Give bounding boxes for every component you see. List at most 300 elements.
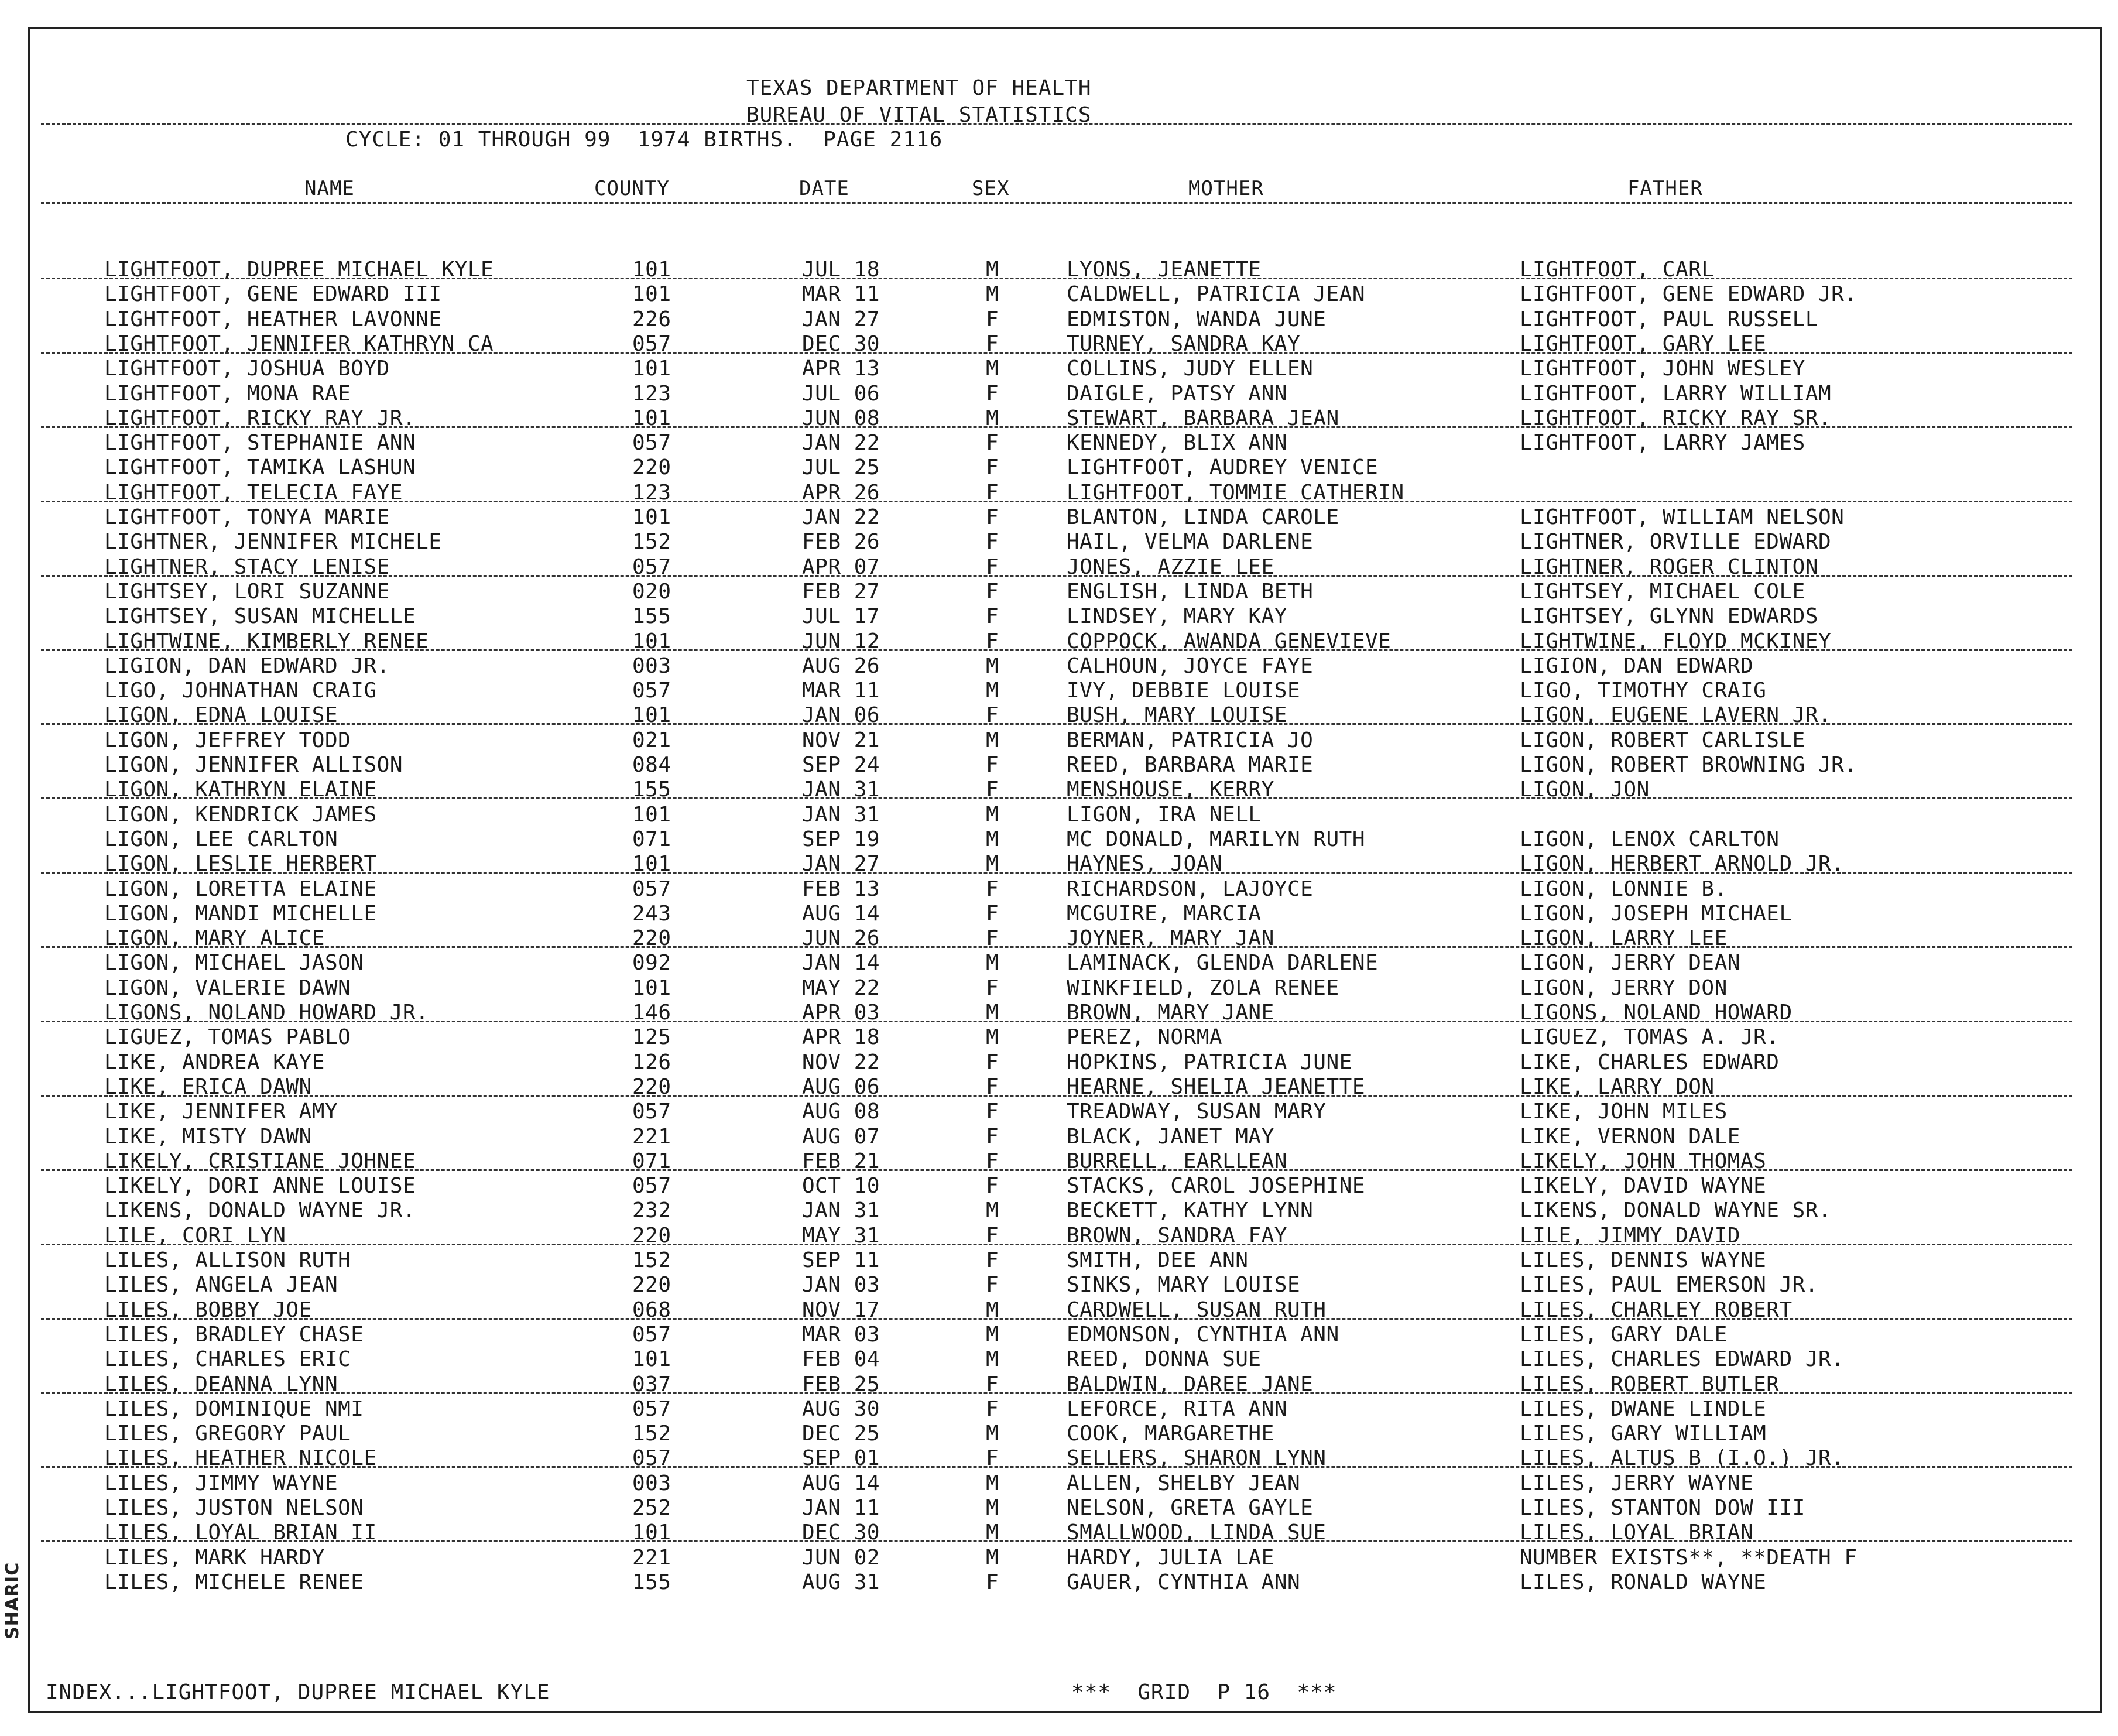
cell-name: LIGHTFOOT, HEATHER LAVONNE (104, 307, 442, 331)
cell-county: 101 (632, 1347, 671, 1372)
cell-county: 101 (632, 505, 671, 529)
cell-date: JUL 17 (802, 604, 880, 629)
cell-sex: F (986, 1248, 999, 1272)
cell-date: MAY 31 (802, 1223, 880, 1248)
cell-father: LILES, GARY WILLIAM (1520, 1422, 1767, 1446)
cell-sex: F (986, 753, 999, 777)
cell-sex: F (986, 480, 999, 505)
cell-mother: LIGHTFOOT, AUDREY VENICE (1067, 456, 1379, 480)
cell-county: 003 (632, 1471, 671, 1495)
cell-date: JUN 26 (802, 926, 880, 951)
cell-father: LIKE, VERNON DALE (1520, 1124, 1740, 1149)
cell-father: LIKE, CHARLES EDWARD (1520, 1050, 1780, 1074)
cell-mother: COPPOCK, AWANDA GENEVIEVE (1067, 629, 1392, 653)
cell-mother: TREADWAY, SUSAN MARY (1067, 1100, 1327, 1124)
cell-date: JUN 12 (802, 629, 880, 653)
cell-date: JAN 27 (802, 852, 880, 876)
cell-father: LILE, JIMMY DAVID (1520, 1223, 1740, 1248)
cell-name: LIGHTSEY, LORI SUZANNE (104, 579, 390, 604)
cell-county: 101 (632, 852, 671, 876)
cell-name: LIKE, JENNIFER AMY (104, 1100, 338, 1124)
cell-father: LIGHTSEY, GLYNN EDWARDS (1520, 604, 1818, 629)
cell-name: LIGHTFOOT, JOSHUA BOYD (104, 357, 390, 381)
cell-sex: F (986, 307, 999, 331)
cell-sex: F (986, 1149, 999, 1173)
cell-mother: SELLERS, SHARON LYNN (1067, 1446, 1327, 1471)
cell-mother: LIGHTFOOT, TOMMIE CATHERIN (1067, 480, 1404, 505)
cell-name: LIGONS, NOLAND HOWARD JR. (104, 1001, 429, 1025)
cell-mother: ALLEN, SHELBY JEAN (1067, 1471, 1301, 1495)
cell-date: DEC 30 (802, 331, 880, 356)
cell-name: LILES, MICHELE RENEE (104, 1570, 364, 1594)
cell-father: LIGON, LENOX CARLTON (1520, 827, 1780, 851)
cell-mother: MENSHOUSE, KERRY (1067, 778, 1274, 802)
cell-name: LIKE, MISTY DAWN (104, 1124, 312, 1149)
cell-name: LIKELY, CRISTIANE JOHNEE (104, 1149, 416, 1173)
cell-name: LIKENS, DONALD WAYNE JR. (104, 1199, 416, 1223)
cell-father: LIGHTFOOT, CARL (1520, 258, 1715, 282)
cell-father: LIKE, JOHN MILES (1520, 1100, 1728, 1124)
cell-sex: F (986, 1174, 999, 1199)
cell-sex: F (986, 554, 999, 579)
cell-father: LIGON, JON (1520, 778, 1650, 802)
cell-date: FEB 27 (802, 579, 880, 604)
cell-county: 146 (632, 1001, 671, 1025)
cell-name: LIGON, KENDRICK JAMES (104, 802, 377, 827)
cell-mother: BURRELL, EARLLEAN (1067, 1149, 1287, 1173)
cell-father: LIGHTFOOT, GARY LEE (1520, 331, 1767, 356)
cell-mother: HOPKINS, PATRICIA JUNE (1067, 1050, 1352, 1074)
cell-county: 220 (632, 456, 671, 480)
cell-sex: M (986, 1471, 999, 1495)
cell-father: LIGON, LARRY LEE (1520, 926, 1728, 951)
cell-county: 021 (632, 728, 671, 752)
cell-date: JAN 31 (802, 802, 880, 827)
cell-county: 084 (632, 753, 671, 777)
cycle-line: CYCLE: 01 THROUGH 99 1974 BIRTHS. PAGE 2116 (345, 128, 943, 152)
cell-sex: M (986, 653, 999, 678)
cell-county: 068 (632, 1297, 671, 1322)
cell-father: LILES, ALTUS B (I.O.) JR. (1520, 1446, 1845, 1471)
cell-mother: LAMINACK, GLENDA DARLENE (1067, 951, 1379, 975)
cell-county: 220 (632, 926, 671, 951)
cell-county: 123 (632, 480, 671, 505)
column-header-date: DATE (799, 177, 849, 200)
cell-name: LILES, GREGORY PAUL (104, 1422, 351, 1446)
cell-date: NOV 17 (802, 1297, 880, 1322)
cell-date: AUG 14 (802, 1471, 880, 1495)
cell-county: 057 (632, 1322, 671, 1347)
cell-father: NUMBER EXISTS**, **DEATH F (1520, 1545, 1857, 1570)
cell-sex: M (986, 1422, 999, 1446)
cell-father: LIGUEZ, TOMAS A. JR. (1520, 1025, 1780, 1050)
cell-date: JAN 31 (802, 1199, 880, 1223)
cell-county: 101 (632, 406, 671, 430)
cell-name: LIGHTNER, JENNIFER MICHELE (104, 530, 442, 554)
cell-county: 226 (632, 307, 671, 331)
cell-mother: STACKS, CAROL JOSEPHINE (1067, 1174, 1365, 1199)
cell-date: SEP 19 (802, 827, 880, 851)
cell-sex: F (986, 1446, 999, 1471)
cell-county: 057 (632, 679, 671, 703)
cell-name: LILES, DEANNA LYNN (104, 1372, 338, 1396)
cell-father: LIGHTFOOT, JOHN WESLEY (1520, 357, 1805, 381)
side-label: SHARIC (2, 1562, 23, 1639)
cell-county: 125 (632, 1025, 671, 1050)
cell-mother: MCGUIRE, MARCIA (1067, 901, 1262, 926)
cell-county: 232 (632, 1199, 671, 1223)
page-title: TEXAS DEPARTMENT OF HEALTH (746, 76, 1092, 100)
cell-mother: JOYNER, MARY JAN (1067, 926, 1274, 951)
cell-father: LIGON, LONNIE B. (1520, 876, 1728, 901)
cell-father: LIGHTFOOT, LARRY WILLIAM (1520, 381, 1832, 406)
cell-county: 101 (632, 282, 671, 307)
cell-name: LILE, CORI LYN (104, 1223, 286, 1248)
cell-father: LIGONS, NOLAND HOWARD (1520, 1001, 1793, 1025)
cell-date: AUG 08 (802, 1100, 880, 1124)
cell-mother: EDMONSON, CYNTHIA ANN (1067, 1322, 1339, 1347)
cell-father: LILES, RONALD WAYNE (1520, 1570, 1767, 1594)
cell-sex: F (986, 901, 999, 926)
cell-mother: DAIGLE, PATSY ANN (1067, 381, 1287, 406)
cell-name: LIGHTFOOT, GENE EDWARD III (104, 282, 442, 307)
cell-sex: F (986, 1050, 999, 1074)
cell-sex: M (986, 951, 999, 975)
cell-father: LIGON, ROBERT BROWNING JR. (1520, 753, 1857, 777)
cell-date: FEB 04 (802, 1347, 880, 1372)
cell-name: LIGON, LESLIE HERBERT (104, 852, 377, 876)
cell-county: 155 (632, 1570, 671, 1594)
cell-name: LIGON, JENNIFER ALLISON (104, 753, 403, 777)
cell-county: 101 (632, 357, 671, 381)
cell-county: 101 (632, 703, 671, 728)
cell-date: DEC 30 (802, 1521, 880, 1545)
cell-name: LIGHTFOOT, JENNIFER KATHRYN CA (104, 331, 494, 356)
cell-sex: F (986, 381, 999, 406)
cell-sex: M (986, 1025, 999, 1050)
cell-mother: COOK, MARGARETHE (1067, 1422, 1274, 1446)
cell-county: 037 (632, 1372, 671, 1396)
cell-date: SEP 01 (802, 1446, 880, 1471)
cell-date: JAN 27 (802, 307, 880, 331)
cell-name: LILES, MARK HARDY (104, 1545, 325, 1570)
cell-mother: NELSON, GRETA GAYLE (1067, 1496, 1314, 1520)
cell-date: JUL 06 (802, 381, 880, 406)
cell-date: MAY 22 (802, 975, 880, 1000)
cell-county: 123 (632, 381, 671, 406)
cell-county: 220 (632, 1223, 671, 1248)
column-header-name: NAME (304, 177, 355, 200)
cell-father: LIGON, ROBERT CARLISLE (1520, 728, 1805, 752)
cell-sex: F (986, 1074, 999, 1099)
cell-mother: REED, BARBARA MARIE (1067, 753, 1314, 777)
cell-name: LILES, DOMINIQUE NMI (104, 1396, 364, 1421)
cell-date: JAN 03 (802, 1273, 880, 1297)
cell-date: JAN 14 (802, 951, 880, 975)
cell-sex: F (986, 431, 999, 456)
cell-county: 221 (632, 1124, 671, 1149)
cell-county: 057 (632, 1174, 671, 1199)
page-subtitle: BUREAU OF VITAL STATISTICS (746, 103, 1092, 127)
cell-sex: M (986, 1496, 999, 1520)
cell-name: LIGUEZ, TOMAS PABLO (104, 1025, 351, 1050)
cell-date: APR 03 (802, 1001, 880, 1025)
cell-mother: EDMISTON, WANDA JUNE (1067, 307, 1327, 331)
cell-name: LIGON, LEE CARLTON (104, 827, 338, 851)
cell-sex: F (986, 1124, 999, 1149)
column-header-father: FATHER (1627, 177, 1703, 200)
cell-father: LIGHTNER, ROGER CLINTON (1520, 554, 1818, 579)
cell-name: LIGHTFOOT, TONYA MARIE (104, 505, 390, 529)
cell-mother: HEARNE, SHELIA JEANETTE (1067, 1074, 1365, 1099)
cell-date: JAN 22 (802, 431, 880, 456)
cell-county: 152 (632, 530, 671, 554)
cell-date: DEC 25 (802, 1422, 880, 1446)
cell-county: 220 (632, 1074, 671, 1099)
cell-father: LIGHTFOOT, PAUL RUSSELL (1520, 307, 1818, 331)
cell-mother: BLACK, JANET MAY (1067, 1124, 1274, 1149)
cell-name: LIGHTFOOT, DUPREE MICHAEL KYLE (104, 258, 494, 282)
cell-father: LIGON, JERRY DEAN (1520, 951, 1740, 975)
cell-name: LIGHTFOOT, RICKY RAY JR. (104, 406, 416, 430)
cell-sex: F (986, 778, 999, 802)
cell-date: SEP 24 (802, 753, 880, 777)
cell-date: JUN 08 (802, 406, 880, 430)
cell-sex: F (986, 530, 999, 554)
cell-county: 057 (632, 1446, 671, 1471)
cell-sex: F (986, 604, 999, 629)
cell-father: LIKELY, DAVID WAYNE (1520, 1174, 1767, 1199)
cell-name: LIGHTWINE, KIMBERLY RENEE (104, 629, 429, 653)
cell-mother: COLLINS, JUDY ELLEN (1067, 357, 1314, 381)
cell-sex: F (986, 703, 999, 728)
cell-father: LILES, DWANE LINDLE (1520, 1396, 1767, 1421)
cell-mother: RICHARDSON, LAJOYCE (1067, 876, 1314, 901)
cell-county: 152 (632, 1422, 671, 1446)
cell-name: LIGON, KATHRYN ELAINE (104, 778, 377, 802)
cell-county: 252 (632, 1496, 671, 1520)
cell-mother: MC DONALD, MARILYN RUTH (1067, 827, 1365, 851)
cell-father: LIKENS, DONALD WAYNE SR. (1520, 1199, 1832, 1223)
cell-mother: WINKFIELD, ZOLA RENEE (1067, 975, 1339, 1000)
cell-date: NOV 21 (802, 728, 880, 752)
cell-sex: M (986, 802, 999, 827)
cell-mother: BUSH, MARY LOUISE (1067, 703, 1287, 728)
cell-sex: F (986, 331, 999, 356)
cell-father: LIGHTFOOT, GENE EDWARD JR. (1520, 282, 1857, 307)
cell-county: 071 (632, 827, 671, 851)
cell-name: LIKE, ANDREA KAYE (104, 1050, 325, 1074)
cell-mother: PEREZ, NORMA (1067, 1025, 1223, 1050)
cell-sex: F (986, 1372, 999, 1396)
cell-mother: LINDSEY, MARY KAY (1067, 604, 1287, 629)
cell-name: LIGON, MICHAEL JASON (104, 951, 364, 975)
cell-date: JUL 18 (802, 258, 880, 282)
column-header-mother: MOTHER (1188, 177, 1264, 200)
footer-grid-label: *** GRID P 16 *** (1071, 1680, 1337, 1704)
column-header-county: COUNTY (594, 177, 670, 200)
cell-sex: F (986, 1396, 999, 1421)
footer-index: INDEX...LIGHTFOOT, DUPREE MICHAEL KYLE (46, 1680, 550, 1704)
cell-county: 155 (632, 778, 671, 802)
cell-father: LILES, CHARLES EDWARD JR. (1520, 1347, 1845, 1372)
cell-county: 020 (632, 579, 671, 604)
cell-father: LIGHTNER, ORVILLE EDWARD (1520, 530, 1832, 554)
cell-father: LIGHTFOOT, LARRY JAMES (1520, 431, 1805, 456)
cell-father: LILES, LOYAL BRIAN (1520, 1521, 1754, 1545)
cell-name: LILES, ALLISON RUTH (104, 1248, 351, 1272)
cell-name: LILES, LOYAL BRIAN II (104, 1521, 377, 1545)
cell-mother: LEFORCE, RITA ANN (1067, 1396, 1287, 1421)
cell-date: APR 07 (802, 554, 880, 579)
cell-sex: M (986, 827, 999, 851)
cell-sex: F (986, 505, 999, 529)
cell-mother: BLANTON, LINDA CAROLE (1067, 505, 1339, 529)
cell-county: 057 (632, 876, 671, 901)
cell-name: LILES, ANGELA JEAN (104, 1273, 338, 1297)
cell-sex: M (986, 357, 999, 381)
cell-mother: ENGLISH, LINDA BETH (1067, 579, 1314, 604)
cell-father: LILES, DENNIS WAYNE (1520, 1248, 1767, 1272)
cell-date: FEB 13 (802, 876, 880, 901)
cell-sex: M (986, 1521, 999, 1545)
cell-father: LIGHTFOOT, RICKY RAY SR. (1520, 406, 1832, 430)
cell-sex: M (986, 1297, 999, 1322)
cell-county: 243 (632, 901, 671, 926)
cell-name: LIGON, LORETTA ELAINE (104, 876, 377, 901)
cell-father: LIGON, EUGENE LAVERN JR. (1520, 703, 1832, 728)
cell-date: OCT 10 (802, 1174, 880, 1199)
cell-sex: F (986, 629, 999, 653)
cell-father: LIGON, JOSEPH MICHAEL (1520, 901, 1793, 926)
cell-mother: BALDWIN, DAREE JANE (1067, 1372, 1314, 1396)
cell-county: 003 (632, 653, 671, 678)
cell-mother: CALHOUN, JOYCE FAYE (1067, 653, 1314, 678)
cell-sex: M (986, 1347, 999, 1372)
cell-date: JAN 06 (802, 703, 880, 728)
cell-name: LIGHTSEY, SUSAN MICHELLE (104, 604, 416, 629)
cell-date: FEB 26 (802, 530, 880, 554)
cell-date: AUG 30 (802, 1396, 880, 1421)
cell-father: LILES, GARY DALE (1520, 1322, 1728, 1347)
cell-name: LIGHTFOOT, MONA RAE (104, 381, 351, 406)
cell-sex: F (986, 1223, 999, 1248)
cell-date: AUG 26 (802, 653, 880, 678)
cell-sex: F (986, 579, 999, 604)
cell-name: LIGHTFOOT, STEPHANIE ANN (104, 431, 416, 456)
cell-name: LIGION, DAN EDWARD JR. (104, 653, 390, 678)
cell-sex: M (986, 728, 999, 752)
cell-sex: M (986, 1545, 999, 1570)
cell-date: JUN 02 (802, 1545, 880, 1570)
cell-sex: F (986, 1273, 999, 1297)
cell-date: JAN 11 (802, 1496, 880, 1520)
cell-name: LILES, HEATHER NICOLE (104, 1446, 377, 1471)
cell-name: LIGON, VALERIE DAWN (104, 975, 351, 1000)
cell-mother: HARDY, JULIA LAE (1067, 1545, 1274, 1570)
cell-sex: M (986, 852, 999, 876)
cell-county: 057 (632, 1396, 671, 1421)
cell-name: LIGHTNER, STACY LENISE (104, 554, 390, 579)
cell-date: JUL 25 (802, 456, 880, 480)
cell-mother: GAUER, CYNTHIA ANN (1067, 1570, 1301, 1594)
cell-name: LIKELY, DORI ANNE LOUISE (104, 1174, 416, 1199)
cell-county: 101 (632, 975, 671, 1000)
cell-name: LILES, CHARLES ERIC (104, 1347, 351, 1372)
cell-name: LILES, JUSTON NELSON (104, 1496, 364, 1520)
cell-sex: M (986, 1322, 999, 1347)
cell-mother: CARDWELL, SUSAN RUTH (1067, 1297, 1327, 1322)
cell-mother: REED, DONNA SUE (1067, 1347, 1262, 1372)
cell-father: LIGHTWINE, FLOYD MCKINEY (1520, 629, 1832, 653)
cell-date: AUG 31 (802, 1570, 880, 1594)
cell-county: 101 (632, 629, 671, 653)
cell-sex: M (986, 258, 999, 282)
cell-county: 126 (632, 1050, 671, 1074)
cell-sex: M (986, 679, 999, 703)
cell-father: LILES, PAUL EMERSON JR. (1520, 1273, 1818, 1297)
cell-father: LILES, JERRY WAYNE (1520, 1471, 1754, 1495)
cell-mother: BECKETT, KATHY LYNN (1067, 1199, 1314, 1223)
cell-mother: SINKS, MARY LOUISE (1067, 1273, 1301, 1297)
cell-name: LIKE, ERICA DAWN (104, 1074, 312, 1099)
cell-county: 092 (632, 951, 671, 975)
cell-county: 057 (632, 431, 671, 456)
cell-county: 152 (632, 1248, 671, 1272)
cell-mother: HAIL, VELMA DARLENE (1067, 530, 1314, 554)
cell-county: 220 (632, 1273, 671, 1297)
cell-name: LILES, BRADLEY CHASE (104, 1322, 364, 1347)
cell-county: 155 (632, 604, 671, 629)
cell-father: LIKELY, JOHN THOMAS (1520, 1149, 1767, 1173)
cell-sex: M (986, 406, 999, 430)
cell-date: SEP 11 (802, 1248, 880, 1272)
cell-county: 057 (632, 331, 671, 356)
cell-date: MAR 11 (802, 282, 880, 307)
cell-date: FEB 21 (802, 1149, 880, 1173)
cell-county: 057 (632, 1100, 671, 1124)
cell-mother: IVY, DEBBIE LOUISE (1067, 679, 1301, 703)
cell-county: 071 (632, 1149, 671, 1173)
cell-date: AUG 06 (802, 1074, 880, 1099)
cell-mother: KENNEDY, BLIX ANN (1067, 431, 1287, 456)
cell-date: NOV 22 (802, 1050, 880, 1074)
cell-mother: BROWN, MARY JANE (1067, 1001, 1274, 1025)
cell-mother: TURNEY, SANDRA KAY (1067, 331, 1301, 356)
cell-name: LIGHTFOOT, TAMIKA LASHUN (104, 456, 416, 480)
cell-sex: M (986, 282, 999, 307)
cell-father: LILES, CHARLEY ROBERT (1520, 1297, 1793, 1322)
cell-father: LIGO, TIMOTHY CRAIG (1520, 679, 1767, 703)
cell-mother: CALDWELL, PATRICIA JEAN (1067, 282, 1365, 307)
cell-sex: F (986, 926, 999, 951)
cell-father: LIGON, HERBERT ARNOLD JR. (1520, 852, 1845, 876)
cell-mother: BERMAN, PATRICIA JO (1067, 728, 1314, 752)
cell-mother: HAYNES, JOAN (1067, 852, 1223, 876)
cell-mother: LIGON, IRA NELL (1067, 802, 1262, 827)
cell-father: LIGHTSEY, MICHAEL COLE (1520, 579, 1805, 604)
cell-date: MAR 03 (802, 1322, 880, 1347)
cell-father: LIKE, LARRY DON (1520, 1074, 1715, 1099)
cell-father: LIGION, DAN EDWARD (1520, 653, 1754, 678)
cell-sex: M (986, 1199, 999, 1223)
cell-name: LIGON, JEFFREY TODD (104, 728, 351, 752)
cell-county: 101 (632, 258, 671, 282)
column-header-sex: SEX (972, 177, 1010, 200)
cell-father: LILES, STANTON DOW III (1520, 1496, 1805, 1520)
cell-mother: SMALLWOOD, LINDA SUE (1067, 1521, 1327, 1545)
cell-name: LIGON, MARY ALICE (104, 926, 325, 951)
